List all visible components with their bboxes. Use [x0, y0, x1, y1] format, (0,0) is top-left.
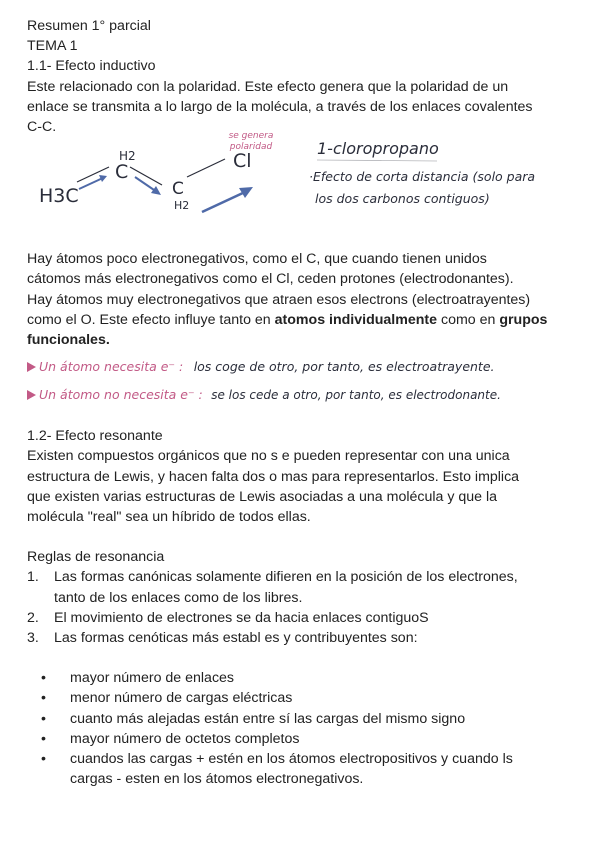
molecule-sketch	[27, 137, 587, 249]
effect-note-line2: los dos carbonos contiguos)	[315, 191, 490, 207]
body-text: como el O. Este efecto influye tanto en	[27, 311, 275, 328]
bullet-icon: •	[41, 730, 46, 747]
atom-c-bottom: C	[172, 179, 184, 200]
bullet-icon: •	[41, 751, 46, 768]
atom-h2-top: H2	[119, 149, 136, 164]
effect-note-line1: ·Efecto de corta distancia (solo para	[309, 169, 536, 185]
atom-h3c-label: H3C	[39, 185, 79, 208]
list-item-text: cuanto más alejadas están entre sí las cargas del mismo signo	[70, 710, 466, 727]
resonant-line: que existen varias estructuras de Lewis asociadas a una molécula y que la	[27, 488, 498, 505]
document-title: Resumen 1° parcial	[27, 18, 151, 34]
document	[27, 16, 587, 789]
bold-term: atomos individualmente	[274, 311, 438, 328]
polarity-note-line: polaridad	[229, 142, 273, 153]
atom-methyl	[39, 185, 79, 207]
list-item	[27, 628, 587, 648]
list-number: 1.	[27, 569, 39, 586]
list-item-text: cuandos las cargas + estén en los átomos electropositivos y cuando ls	[70, 751, 513, 768]
resonant-line: estructura de Lewis, y hacen falta dos o mas para representarlos. Esto implica	[27, 468, 520, 485]
body-text: como en	[437, 311, 500, 328]
note-condition: Un átomo no necesita e⁻ :	[39, 387, 203, 403]
note-conclusion: los coge de otro, por tanto, es electroatrayente.	[193, 359, 495, 375]
list-item	[27, 729, 587, 749]
polarity-arrow	[202, 192, 245, 212]
bond-line	[77, 167, 109, 182]
section-heading-resonant: 1.2- Efecto resonante	[27, 428, 163, 445]
list-item-text: mayor número de octetos completos	[70, 730, 300, 747]
list-item	[27, 688, 587, 708]
atom-h2-bottom: H2	[174, 199, 190, 213]
list-item-text: Las formas canónicas solamente difieren en la posición de los electrones,	[54, 569, 518, 586]
underline	[317, 160, 437, 161]
note-condition: Un átomo necesita e⁻ :	[39, 359, 184, 375]
body-line-mixed	[27, 310, 587, 330]
body-line: cátomos más electronegativos como el Cl, ceden protones (electrodonantes).	[27, 271, 514, 288]
criteria-list	[27, 668, 587, 789]
pink-arrow-icon	[27, 390, 36, 400]
list-item	[27, 567, 587, 607]
list-item-text: Las formas cenóticas más establ es y contribuyentes son:	[54, 630, 418, 647]
topic-label: TEMA 1	[27, 38, 78, 55]
body-line: Hay átomos poco electronegativos, como el C, que cuando tienen unidos	[27, 251, 487, 268]
section-heading-inductive: 1.1- Efecto inductivo	[27, 58, 156, 75]
note-conclusion: se los cede a otro, por tanto, es electrodonante.	[211, 388, 501, 403]
bond-line	[187, 159, 225, 177]
list-number: 2.	[27, 609, 39, 626]
bond-line	[130, 167, 162, 185]
list-item-text: cargas - esten en los átomos electronegativos.	[70, 771, 364, 788]
resonant-line: Existen compuestos orgánicos que no s e pueden representar con una unica	[27, 448, 510, 465]
list-item	[27, 749, 587, 789]
list-number: 3.	[27, 630, 39, 647]
resonant-line: molécula "real" sea un híbrido de todos ellas.	[27, 509, 311, 526]
pink-arrow-icon	[27, 362, 36, 372]
list-item	[27, 668, 587, 688]
list-item	[27, 608, 587, 628]
compound-name: 1-cloropropano	[317, 139, 439, 159]
intro-line: C-C.	[27, 119, 57, 136]
list-item	[27, 709, 587, 729]
body-line: Hay átomos muy electronegativos que atraen esos electrons (electroatrayentes)	[27, 291, 531, 308]
polarity-note	[223, 131, 279, 153]
bullet-icon: •	[41, 670, 46, 687]
bold-term: grupos	[499, 311, 548, 328]
rules-heading: Reglas de resonancia	[27, 549, 165, 566]
handwritten-note	[27, 358, 587, 386]
atom-c-top: C	[115, 161, 129, 184]
bullet-icon: •	[41, 690, 46, 707]
list-item-text: El movimiento de electrones se da hacia enlaces contiguoS	[54, 609, 429, 626]
rules-list	[27, 567, 587, 648]
handwritten-note	[27, 386, 587, 414]
list-item-text: mayor número de enlaces	[70, 670, 235, 687]
inductive-effect-figure	[27, 131, 587, 249]
arrowhead-icon	[151, 186, 161, 195]
intro-line: Este relacionado con la polaridad. Este efecto genera que la polaridad de un	[27, 78, 509, 95]
polarity-note-line: se genera	[228, 131, 274, 142]
list-item-text: menor número de cargas eléctricas	[70, 690, 293, 707]
bold-term-continued: funcionales.	[27, 332, 110, 349]
intro-line: enlace se transmita a lo largo de la molécula, a través de los enlaces covalentes	[27, 98, 533, 115]
list-item-text: tanto de los enlaces como de los libres.	[54, 589, 303, 606]
bullet-icon: •	[41, 710, 46, 727]
atom-cl: Cl	[233, 150, 252, 173]
